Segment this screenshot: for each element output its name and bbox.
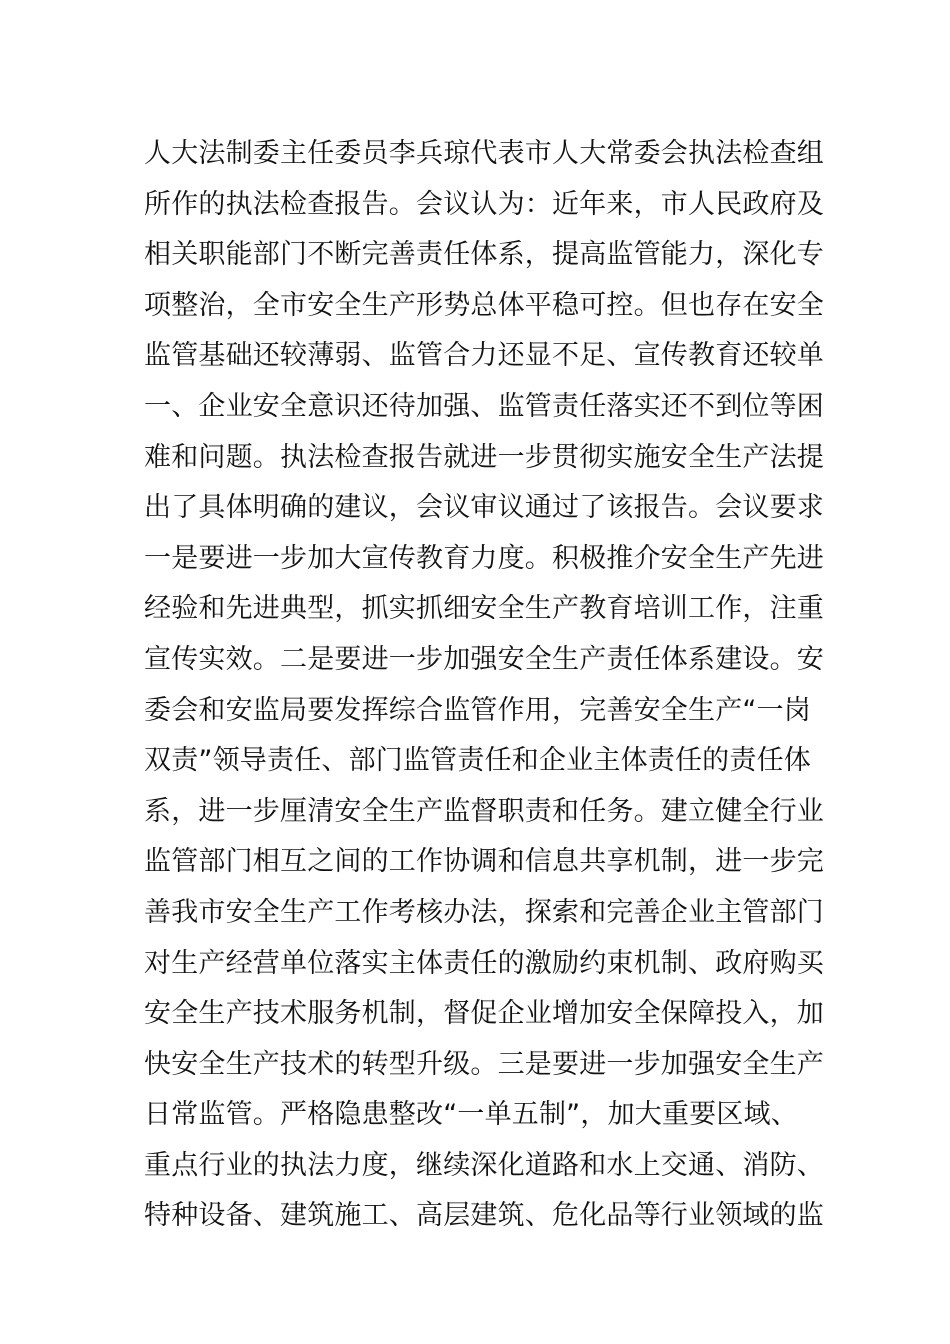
text-line: 监管基础还较薄弱、监管合力还显不足、宣传教育还较单: [144, 340, 824, 372]
body-text: [144, 129, 824, 1242]
text-line: 日常监管。严格隐患整改“一单五制”，加大重要区域、: [144, 1099, 798, 1131]
text-line: 相关职能部门不断完善责任体系，提高监管能力，深化专: [144, 239, 824, 271]
text-line: 难和问题。执法检查报告就进一步贯彻实施安全生产法提: [144, 441, 824, 473]
text-line: 监管部门相互之间的工作协调和信息共享机制，进一步完: [144, 846, 824, 878]
text-line: 项整治，全市安全生产形势总体平稳可控。但也存在安全: [144, 289, 824, 321]
text-line: 出了具体明确的建议，会议审议通过了该报告。会议要求: [144, 492, 824, 524]
text-line: 系，进一步厘清安全生产监督职责和任务。建立健全行业: [144, 795, 824, 827]
text-line: 善我市安全生产工作考核办法，探索和完善企业主管部门: [144, 896, 824, 928]
text-line: 双责”领导责任、部门监管责任和企业主体责任的责任体: [144, 745, 811, 777]
text-line: 经验和先进典型，抓实抓细安全生产教育培训工作，注重: [144, 593, 824, 625]
text-line: 特种设备、建筑施工、高层建筑、危化品等行业领域的监: [144, 1200, 824, 1232]
text-line: 一是要进一步加大宣传教育力度。积极推介安全生产先进: [144, 542, 824, 574]
text-line: 一、企业安全意识还待加强、监管责任落实还不到位等困: [144, 390, 824, 422]
text-line: 快安全生产技术的转型升级。三是要进一步加强安全生产: [144, 1048, 824, 1080]
text-line: 所作的执法检查报告。会议认为：近年来，市人民政府及: [144, 188, 824, 220]
text-line: 安全生产技术服务机制，督促企业增加安全保障投入，加: [144, 998, 824, 1030]
text-line: 重点行业的执法力度，继续深化道路和水上交通、消防、: [144, 1149, 824, 1181]
text-line: 委会和安监局要发挥综合监管作用，完善安全生产“一岗: [144, 694, 811, 726]
text-line: 对生产经营单位落实主体责任的激励约束机制、政府购买: [144, 947, 824, 979]
text-line: 人大法制委主任委员李兵琼代表市人大常委会执法检查组: [144, 138, 824, 169]
text-line: 宣传实效。二是要进一步加强安全生产责任体系建设。安: [144, 643, 824, 675]
